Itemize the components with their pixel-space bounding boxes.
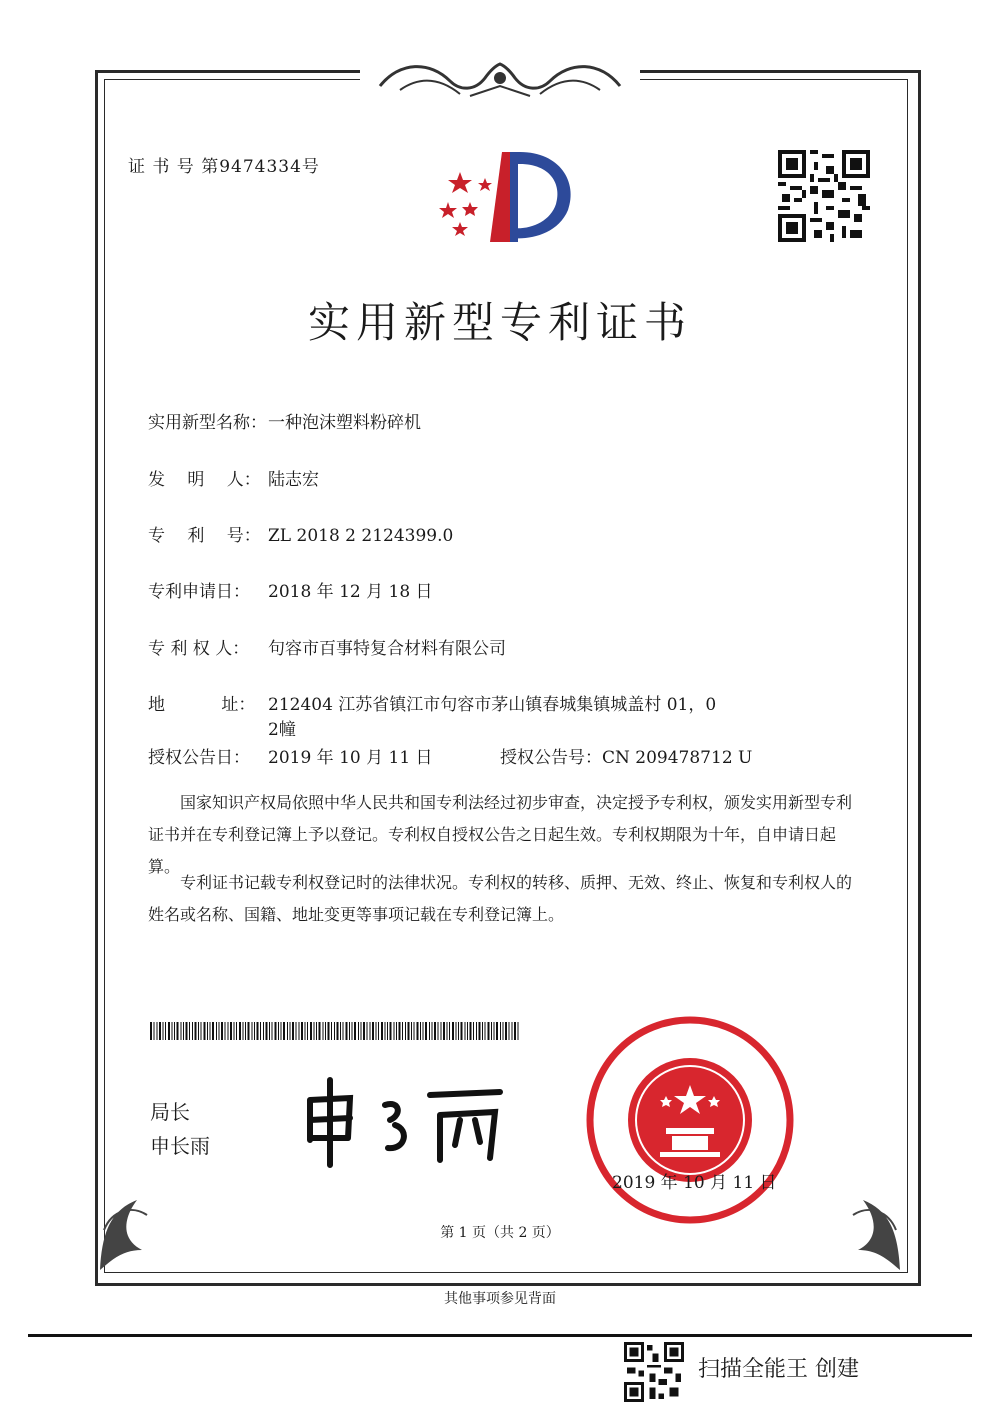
field-label: 授权公告日： <box>148 748 250 768</box>
field-value: 212404 江苏省镇江市句容市茅山镇春城集镇城盖村 01，0 <box>268 695 717 715</box>
field-value: 一种泡沫塑料粉碎机 <box>268 413 421 433</box>
field-label: 专 利 号： <box>148 526 261 546</box>
camscanner-label: 扫描全能王 创建 <box>698 1357 859 1382</box>
field-value: 2幢 <box>268 720 296 740</box>
field-label: 专利申请日： <box>148 582 250 602</box>
field-publication-date <box>148 743 433 768</box>
barcode-icon <box>150 1022 520 1040</box>
field-label: 授权公告号： <box>500 748 602 768</box>
field-value: 句容市百事特复合材料有限公司 <box>268 639 506 659</box>
field-utility-name <box>148 408 421 433</box>
field-publication-number <box>500 743 752 768</box>
certificate-number: 证 书 号 第9474334号 <box>128 157 320 177</box>
field-application-date <box>148 577 433 602</box>
certificate-title: 实用新型专利证书 <box>307 298 692 347</box>
field-label: 地 址： <box>148 695 256 715</box>
qr-code-icon <box>778 150 870 242</box>
director-title: 局长 <box>150 1100 190 1124</box>
field-inventor <box>148 465 319 490</box>
field-label: 实用新型名称： <box>148 413 267 433</box>
field-value: 陆志宏 <box>268 470 319 490</box>
signature-icon <box>290 1070 520 1170</box>
field-value: 2018 年 12 月 18 日 <box>268 582 433 602</box>
seal-icon <box>580 1010 800 1230</box>
top-ornament-icon <box>360 56 640 106</box>
cnipa-logo-icon <box>430 142 580 252</box>
director-name: 申长雨 <box>150 1134 210 1158</box>
field-patentee <box>148 634 506 659</box>
field-address <box>148 690 716 715</box>
page-indicator: 第 1 页（共 2 页） <box>440 1225 560 1241</box>
statement-paragraph-1: 国家知识产权局依照中华人民共和国专利法经过初步审查，决定授予专利权，颁发实用新型专利证书并在专利登记簿上予以登记。专利权自授权公告之日起生效。专利权期限为十年，自申请日起算。 <box>148 793 853 876</box>
field-patent-number <box>148 521 453 546</box>
field-value: 2019 年 10 月 11 日 <box>268 748 433 768</box>
field-label: 发 明 人： <box>148 470 261 490</box>
seal-date: 2019 年 10 月 11 日 <box>612 1173 777 1193</box>
field-address-line2 <box>268 715 296 740</box>
field-value: ZL 2018 2 2124399.0 <box>268 526 454 546</box>
statement-paragraph-2: 专利证书记载专利权登记时的法律状况。专利权的转移、质押、无效、终止、恢复和专利权人的姓名或名称、国籍、地址变更等事项记载在专利登记簿上。 <box>148 873 853 924</box>
field-label: 专 利 权 人： <box>148 639 250 659</box>
camscanner-qr-icon <box>624 1342 684 1402</box>
field-value: CN 209478712 U <box>602 748 753 768</box>
bottom-divider <box>28 1334 972 1337</box>
back-note: 其他事项参见背面 <box>444 1291 556 1307</box>
